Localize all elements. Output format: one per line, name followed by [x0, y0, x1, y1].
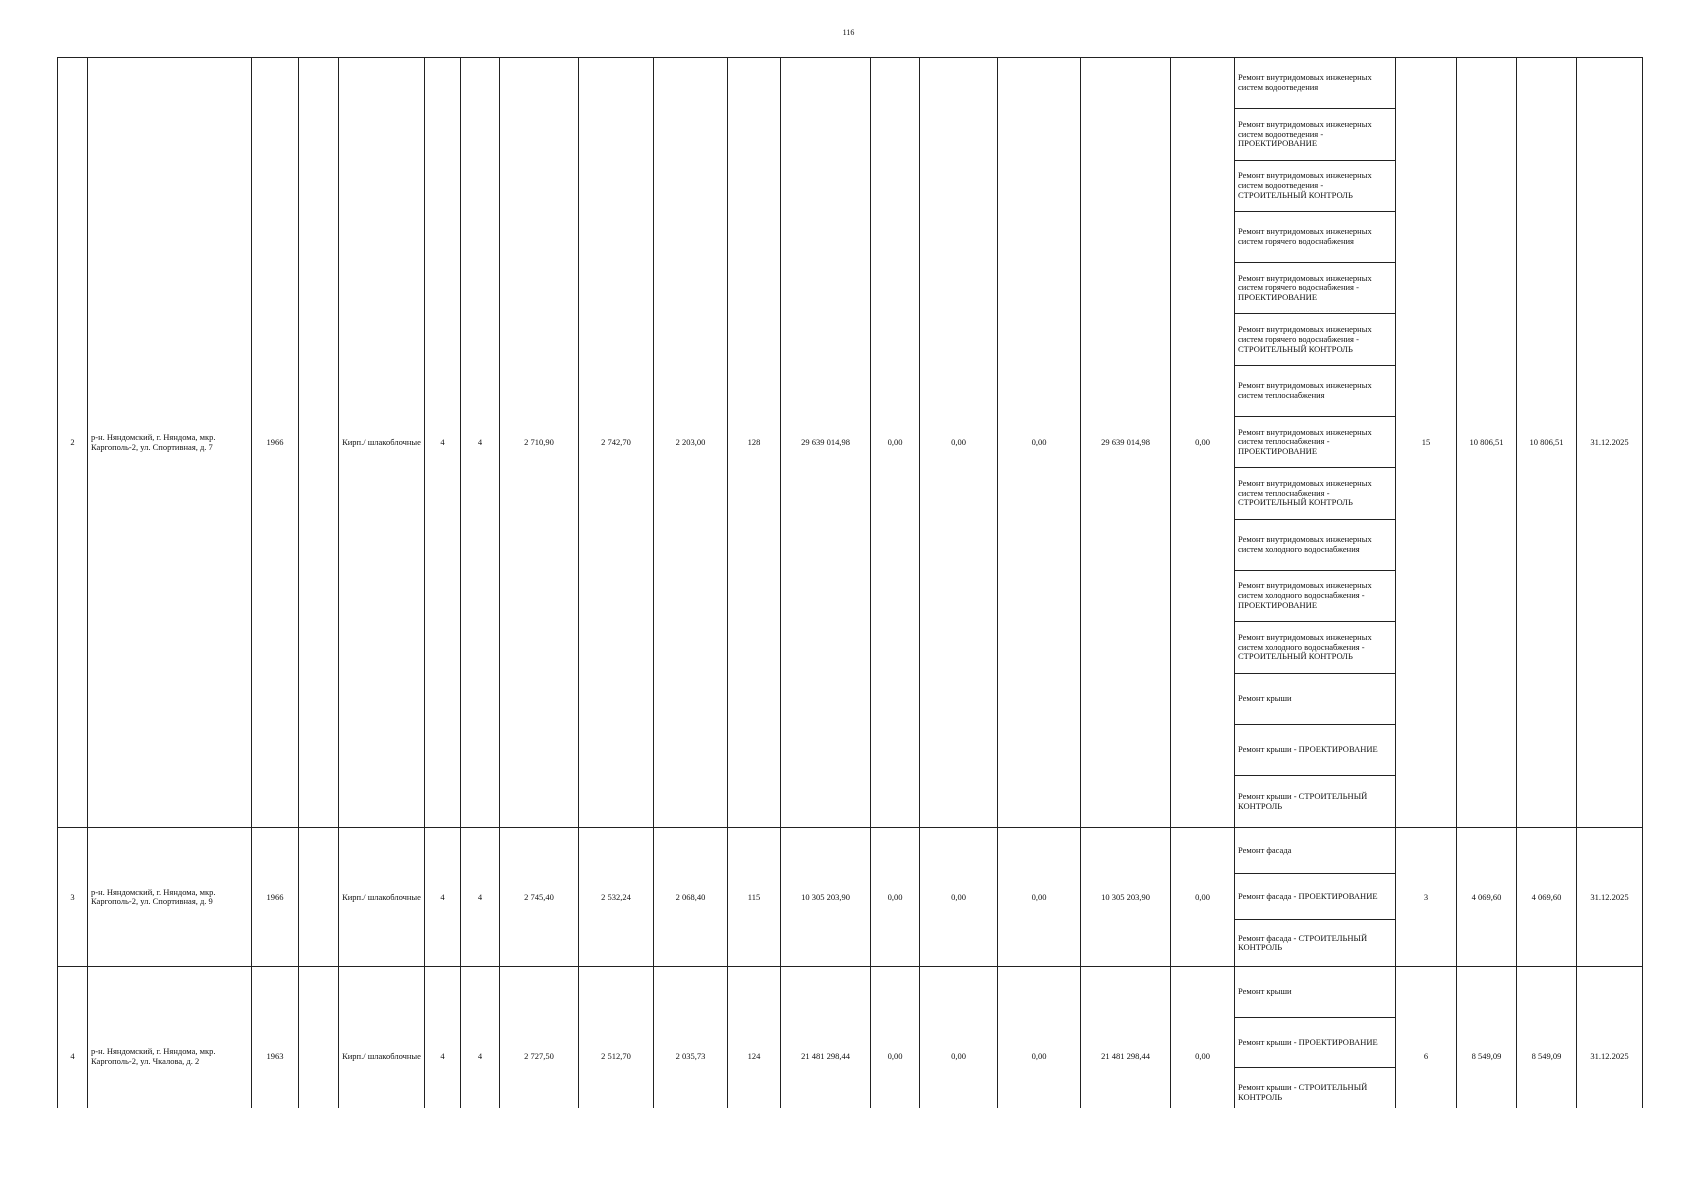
cost-total: 10 305 203,90: [781, 828, 871, 967]
area-residential: 2 068,40: [654, 828, 728, 967]
total-area: 2 727,50: [500, 967, 579, 1147]
cost-region: 0,00: [920, 967, 998, 1147]
works-cell: [1235, 58, 1396, 828]
work-item: Ремонт крыши: [1235, 674, 1395, 725]
area-living: 2 532,24: [579, 828, 654, 967]
cost-local: 0,00: [998, 58, 1081, 828]
area-living: 2 742,70: [579, 58, 654, 828]
wall-material: Кирп./ шлакоблочные: [339, 58, 425, 828]
unit-cost: 8 549,09: [1457, 967, 1517, 1147]
work-item: Ремонт крыши - СТРОИТЕЛЬНЫЙ КОНТРОЛЬ: [1235, 1068, 1395, 1119]
area-living: 2 512,70: [579, 967, 654, 1147]
area-residential: 2 035,73: [654, 967, 728, 1147]
page-bottom-margin: [0, 1108, 1697, 1200]
floors: 4: [425, 967, 461, 1147]
cost-region: 0,00: [920, 828, 998, 967]
work-item: Ремонт внутридомовых инженерных систем горячего водоснабжения - СТРОИТЕЛЬНЫЙ КОНТРОЛЬ: [1235, 314, 1395, 365]
repair-register-table: [57, 57, 1643, 1147]
address: р-н. Няндомский, г. Няндома, мкр. Каргополь-2, ул. Спортивная, д. 7: [88, 58, 252, 828]
works-count: 3: [1396, 828, 1457, 967]
cost-fund: 0,00: [871, 828, 920, 967]
work-item: Ремонт внутридомовых инженерных систем холодного водоснабжения - СТРОИТЕЛЬНЫЙ КОНТРОЛЬ: [1235, 622, 1395, 673]
year-built: 1966: [252, 828, 299, 967]
work-item: Ремонт внутридомовых инженерных систем теплоснабжения: [1235, 366, 1395, 417]
wall-material: Кирп./ шлакоблочные: [339, 967, 425, 1147]
work-item: Ремонт внутридомовых инженерных систем горячего водоснабжения: [1235, 212, 1395, 263]
residents: 128: [728, 58, 781, 828]
cost-local: 0,00: [998, 967, 1081, 1147]
year-built: 1966: [252, 58, 299, 828]
work-item: Ремонт крыши: [1235, 967, 1395, 1018]
entrances: 4: [461, 58, 500, 828]
table-row: [58, 828, 1643, 967]
total-area: 2 710,90: [500, 58, 579, 828]
year-built: 1963: [252, 967, 299, 1147]
cost-total: 29 639 014,98: [781, 58, 871, 828]
unit-cost-max: 4 069,60: [1517, 828, 1577, 967]
work-item: Ремонт крыши - СТРОИТЕЛЬНЫЙ КОНТРОЛЬ: [1238, 791, 1368, 811]
cost-fund: 0,00: [871, 967, 920, 1147]
work-item: Ремонт внутридомовых инженерных систем теплоснабжения - СТРОИТЕЛЬНЫЙ КОНТРОЛЬ: [1235, 468, 1395, 519]
work-item: Ремонт внутридомовых инженерных систем водоотведения - ПРОЕКТИРОВАНИЕ: [1235, 109, 1395, 160]
unit-cost-max: 8 549,09: [1517, 967, 1577, 1147]
cost-owners: 21 481 298,44: [1081, 967, 1171, 1147]
work-item: Ремонт внутридомовых инженерных систем водоотведения - СТРОИТЕЛЬНЫЙ КОНТРОЛЬ: [1235, 161, 1395, 212]
table-row: [58, 58, 1643, 828]
work-item: Ремонт внутридомовых инженерных систем теплоснабжения - ПРОЕКТИРОВАНИЕ: [1235, 417, 1395, 468]
work-item: Ремонт фасада - СТРОИТЕЛЬНЫЙ КОНТРОЛЬ: [1238, 932, 1368, 953]
works-cell: [1235, 828, 1396, 967]
row-number: 4: [58, 967, 88, 1147]
wall-material: Кирп./ шлакоблочные: [339, 828, 425, 967]
page-number: 116: [842, 28, 855, 37]
year-commissioning: [299, 828, 339, 967]
address: р-н. Няндомский, г. Няндома, мкр. Каргополь-2, ул. Спортивная, д. 9: [88, 828, 252, 967]
work-item: Ремонт внутридомовых инженерных систем водоотведения: [1235, 58, 1395, 109]
entrances: 4: [461, 967, 500, 1147]
work-list: [1235, 828, 1395, 966]
works-count: 15: [1396, 58, 1457, 828]
area-residential: 2 203,00: [654, 58, 728, 828]
work-item: Ремонт крыши - ПРОЕКТИРОВАНИЕ: [1235, 1018, 1395, 1069]
cost-local: 0,00: [998, 828, 1081, 967]
work-item: Ремонт фасада: [1235, 828, 1395, 874]
work-item: Ремонт фасада - ПРОЕКТИРОВАНИЕ: [1235, 874, 1395, 920]
work-item: Ремонт внутридомовых инженерных систем горячего водоснабжения - ПРОЕКТИРОВАНИЕ: [1235, 263, 1395, 314]
deadline: 31.12.2025: [1577, 828, 1643, 967]
cost-owners: 10 305 203,90: [1081, 828, 1171, 967]
work-list: [1235, 58, 1395, 827]
cost-other: 0,00: [1171, 967, 1235, 1147]
unit-cost: 10 806,51: [1457, 58, 1517, 828]
cost-other: 0,00: [1171, 58, 1235, 828]
address: р-н. Няндомский, г. Няндома, мкр. Каргополь-2, ул. Чкалова, д. 2: [88, 967, 252, 1147]
work-item: Ремонт внутридомовых инженерных систем холодного водоснабжения - ПРОЕКТИРОВАНИЕ: [1235, 571, 1395, 622]
unit-cost: 4 069,60: [1457, 828, 1517, 967]
year-commissioning: [299, 58, 339, 828]
unit-cost-max: 10 806,51: [1517, 58, 1577, 828]
deadline: 31.12.2025: [1577, 58, 1643, 828]
cost-total: 21 481 298,44: [781, 967, 871, 1147]
total-area: 2 745,40: [500, 828, 579, 967]
cost-region: 0,00: [920, 58, 998, 828]
deadline: 31.12.2025: [1577, 967, 1643, 1147]
entrances: 4: [461, 828, 500, 967]
row-number: 2: [58, 58, 88, 828]
cost-other: 0,00: [1171, 828, 1235, 967]
residents: 115: [728, 828, 781, 967]
floors: 4: [425, 58, 461, 828]
cost-fund: 0,00: [871, 58, 920, 828]
work-item: Ремонт внутридомовых инженерных систем холодного водоснабжения: [1235, 520, 1395, 571]
residents: 124: [728, 967, 781, 1147]
works-count: 6: [1396, 967, 1457, 1147]
row-number: 3: [58, 828, 88, 967]
work-item: Ремонт крыши - ПРОЕКТИРОВАНИЕ: [1235, 725, 1395, 776]
floors: 4: [425, 828, 461, 967]
cost-owners: 29 639 014,98: [1081, 58, 1171, 828]
